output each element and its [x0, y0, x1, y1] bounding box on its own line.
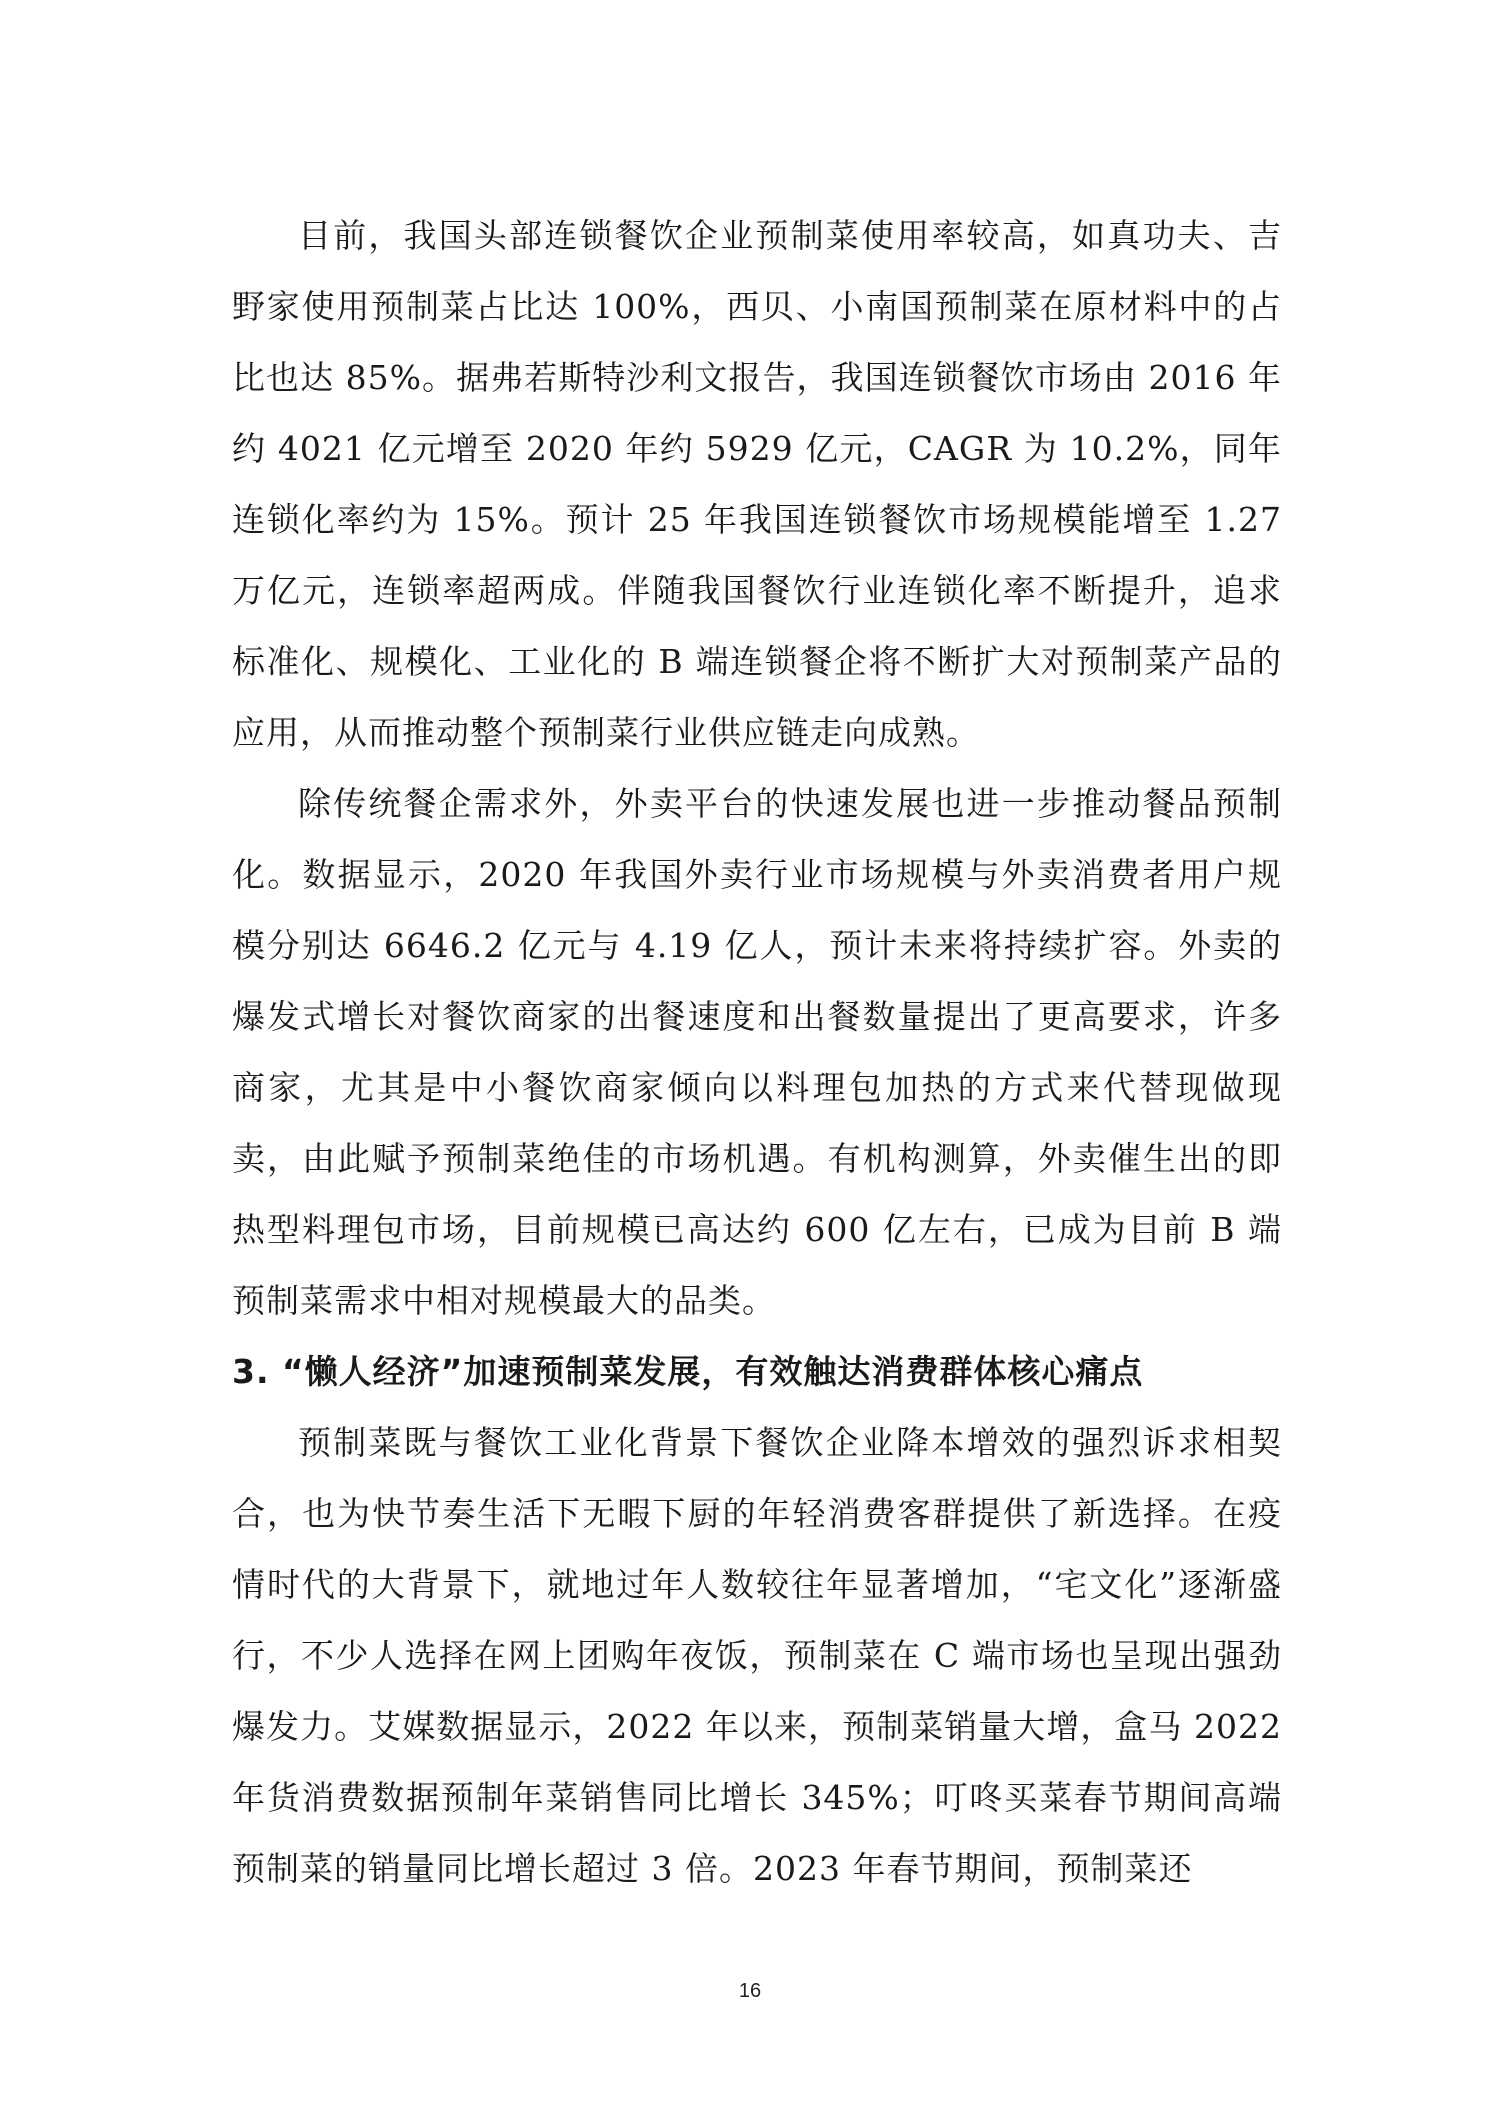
paragraph-chain-catering: 目前，我国头部连锁餐饮企业预制菜使用率较高，如真功夫、吉野家使用预制菜占比达 100%，西贝、小南国预制菜在原材料中的占比也达 85%。据弗若斯特沙利文报告，我国连锁餐饮市场由 2016 年约 4021 亿元增至 2020 年约 5929 亿元，CAGR 为 10.2%，同年连锁化率约为 15%。预计 25 年我国连锁餐饮市场规模能增至 1.27 万亿元，连锁率超两成。伴随我国餐饮行业连锁化率不断提升，追求标准化、规模化、工业化的 B 端连锁餐企将不断扩大对预制菜产品的应用，从而推动整个预制菜行业供应链走向成熟。 — [232, 216, 1282, 752]
paragraph-takeout: 除传统餐企需求外，外卖平台的快速发展也进一步推动餐品预制化。数据显示，2020 年我国外卖行业市场规模与外卖消费者用户规模分别达 6646.2 亿元与 4.19 亿人，预计未来将持续扩容。外卖的爆发式增长对餐饮商家的出餐速度和出餐数量提出了更高要求，许多商家，尤其是中小餐饮商家倾向以料理包加热的方式来代替现做现卖，由此赋予预制菜绝佳的市场机遇。有机构测算，外卖催生出的即热型料理包市场，目前规模已高达约 600 亿左右，已成为目前 B 端预制菜需求中相对规模最大的品类。 — [232, 784, 1282, 1320]
paragraph-lazy-economy: 预制菜既与餐饮工业化背景下餐饮企业降本增效的强烈诉求相契合，也为快节奏生活下无暇下厨的年轻消费客群提供了新选择。在疫情时代的大背景下，就地过年人数较往年显著增加，“宅文化”逐渐盛行，不少人选择在网上团购年夜饭，预制菜在 C 端市场也呈现出强劲爆发力。艾媒数据显示，2022 年以来，预制菜销量大增，盒马 2022 年货消费数据预制年菜销售同比增长 345%；叮咚买菜春节期间高端预制菜的销量同比增长超过 3 倍。2023 年春节期间，预制菜还 — [232, 1423, 1282, 1888]
section-heading: 3. “懒人经济”加速预制菜发展，有效触达消费群体核心痛点 — [232, 1352, 1144, 1391]
page-number: 16 — [738, 1980, 762, 2002]
body-text — [232, 200, 1282, 1904]
